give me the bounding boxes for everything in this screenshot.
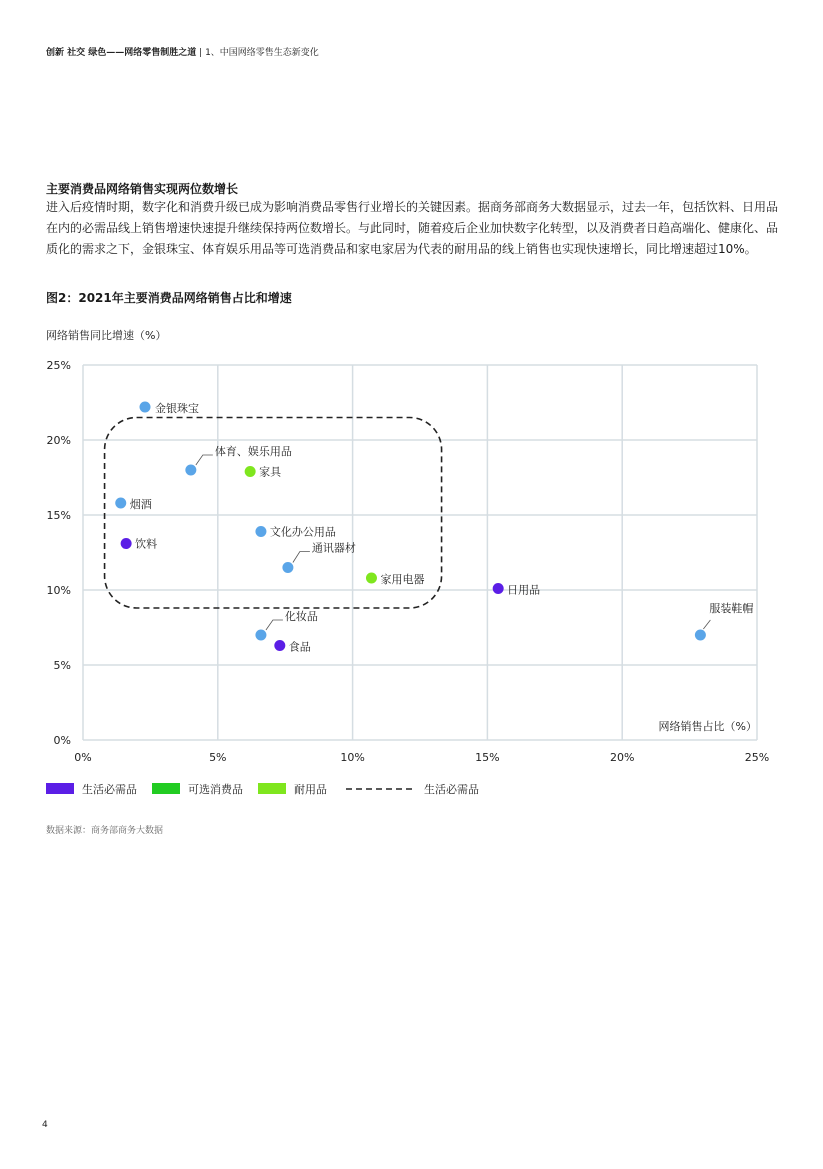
y-axis-label: 网络销售同比增速（%） [46, 329, 167, 342]
point-label: 化妆品 [284, 610, 318, 623]
y-tick-label: 25% [46, 359, 71, 372]
data-point [695, 630, 706, 641]
x-axis-label: 网络销售占比（%） [658, 720, 757, 733]
x-tick-label: 0% [74, 751, 92, 764]
x-tick-label: 15% [475, 751, 500, 764]
point-label: 食品 [288, 640, 311, 654]
y-tick-label: 0% [53, 734, 71, 747]
page-number: 4 [42, 1120, 48, 1130]
data-point [274, 640, 285, 651]
legend-label: 生活必需品 [424, 783, 479, 796]
x-tick-label: 20% [609, 751, 635, 764]
leader-line [266, 620, 283, 630]
leader-line [196, 455, 213, 465]
y-tick-label: 15% [46, 509, 71, 522]
x-tick-label: 5% [209, 751, 227, 764]
leader-line [703, 620, 710, 629]
point-label: 家具 [259, 465, 282, 479]
legend-swatch [258, 783, 286, 794]
legend-label: 可选消费品 [188, 783, 243, 796]
legend-swatch [46, 783, 74, 794]
point-label: 金银珠宝 [155, 402, 200, 415]
data-point [245, 466, 256, 477]
chart-grid [83, 365, 757, 740]
chart-points [115, 402, 706, 652]
header-divider: | [199, 48, 206, 58]
y-tick-label: 10% [46, 584, 71, 597]
point-label: 家用电器 [380, 573, 425, 586]
x-tick-label: 10% [340, 751, 365, 764]
header-title: 创新 社交 绿色——网络零售制胜之道 [46, 48, 197, 58]
legend-swatch [152, 783, 180, 794]
data-point [121, 538, 132, 549]
point-label: 烟酒 [129, 498, 152, 511]
data-point [255, 526, 266, 537]
figure-title: 图2：2021年主要消费品网络销售占比和增速 [46, 291, 292, 305]
x-tick-label: 25% [744, 751, 770, 764]
y-tick-label: 5% [53, 659, 71, 672]
section-title: 主要消费品网络销售实现两位数增长 [46, 182, 239, 196]
leader-line [293, 552, 310, 563]
legend-label: 耐用品 [294, 783, 327, 796]
chart-ticks [47, 359, 770, 764]
point-label: 日用品 [507, 583, 541, 597]
point-label: 服装鞋帽 [709, 602, 754, 615]
data-point [493, 583, 504, 594]
point-label: 体育、娱乐用品 [214, 445, 292, 458]
point-label: 饮料 [135, 537, 158, 551]
point-label: 文化办公用品 [269, 525, 336, 539]
header-section: 1、中国网络零售生态新变化 [205, 48, 319, 58]
data-point [282, 562, 293, 573]
body-paragraph: 进入后疫情时期，数字化和消费升级已成为影响消费品零售行业增长的关键因素。据商务部商务大数据显示，过去一年，包括饮料、日用品在内的必需品线上销售增速快速提升继续保持两位数增长。与此同时，随着疫后企业加快数字化转型，以及消费者日趋高端化、健康化、品质化的需求之下，金银珠宝、体育娱乐用品等可选消费品和家电家居为代表的耐用品的线上销售也实现快速增长，同比增速超过10%。 [46, 200, 779, 256]
y-tick-label: 20% [46, 434, 71, 447]
data-point [366, 573, 377, 584]
chart-legend [46, 782, 479, 796]
point-label: 通讯器材 [311, 541, 356, 555]
legend-label: 生活必需品 [82, 783, 137, 796]
data-point [255, 630, 266, 641]
data-point [140, 402, 151, 413]
data-point [185, 465, 196, 476]
data-point [115, 498, 126, 509]
source-note: 数据来源：商务部商务大数据 [46, 826, 164, 836]
